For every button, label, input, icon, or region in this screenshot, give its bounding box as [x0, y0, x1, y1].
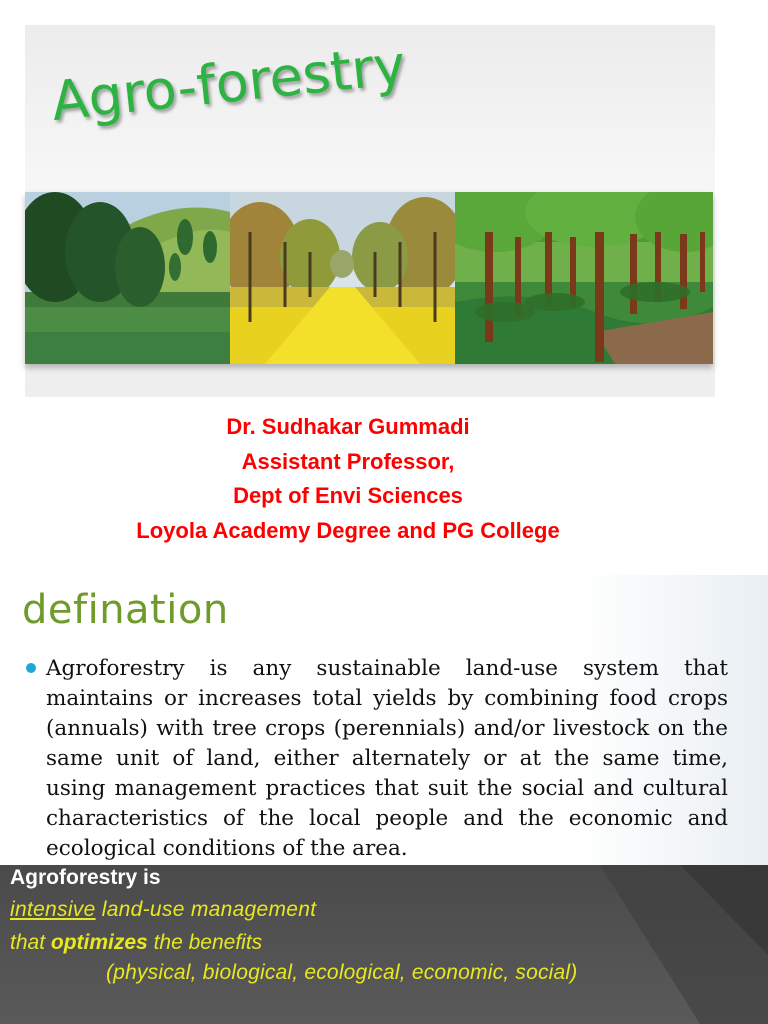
author-position: Assistant Professor,: [241, 448, 455, 474]
summary-line-3-rest: the benefits: [147, 931, 263, 954]
summary-line-3-pre: that: [10, 931, 51, 954]
summary-line-2: [10, 898, 316, 922]
summary-line-3: [10, 931, 262, 955]
summary-line-4: (physical, biological, ecological, economic, social): [106, 961, 578, 984]
definition-text: Agroforestry is any sustainable land-use system that maintains or increases total yields by combining food crops (annuals) with tree crops (perennials) and/or livestock on the same unit of land, either alternately or at the same time, using management practices that suit the social and cultural characteristics of the local people and the economic and ecological conditions of the area.: [46, 656, 728, 861]
summary-slide: [0, 865, 768, 1024]
summary-line-1: Agroforestry is: [10, 866, 161, 889]
author-block: [0, 410, 696, 548]
summary-line-2-rest: land-use management: [95, 898, 317, 921]
bullet-icon: [26, 663, 36, 673]
intensive-emphasis: intensive: [10, 898, 96, 921]
author-institution: Loyola Academy Degree and PG College: [136, 517, 560, 543]
optimizes-emphasis: optimizes: [50, 931, 148, 954]
definition-slide: [0, 575, 768, 865]
forest-illustration-photo: [455, 192, 713, 364]
definition-heading: defination: [22, 587, 229, 633]
tree-avenue-mustard-photo: [230, 192, 455, 364]
hillside-trees-photo: [25, 192, 230, 364]
slide-title: Agro-forestry: [48, 33, 409, 133]
author-department: Dept of Envi Sciences: [233, 483, 463, 508]
author-name: Dr. Sudhakar Gummadi: [226, 414, 470, 439]
photo-strip: [25, 192, 713, 364]
